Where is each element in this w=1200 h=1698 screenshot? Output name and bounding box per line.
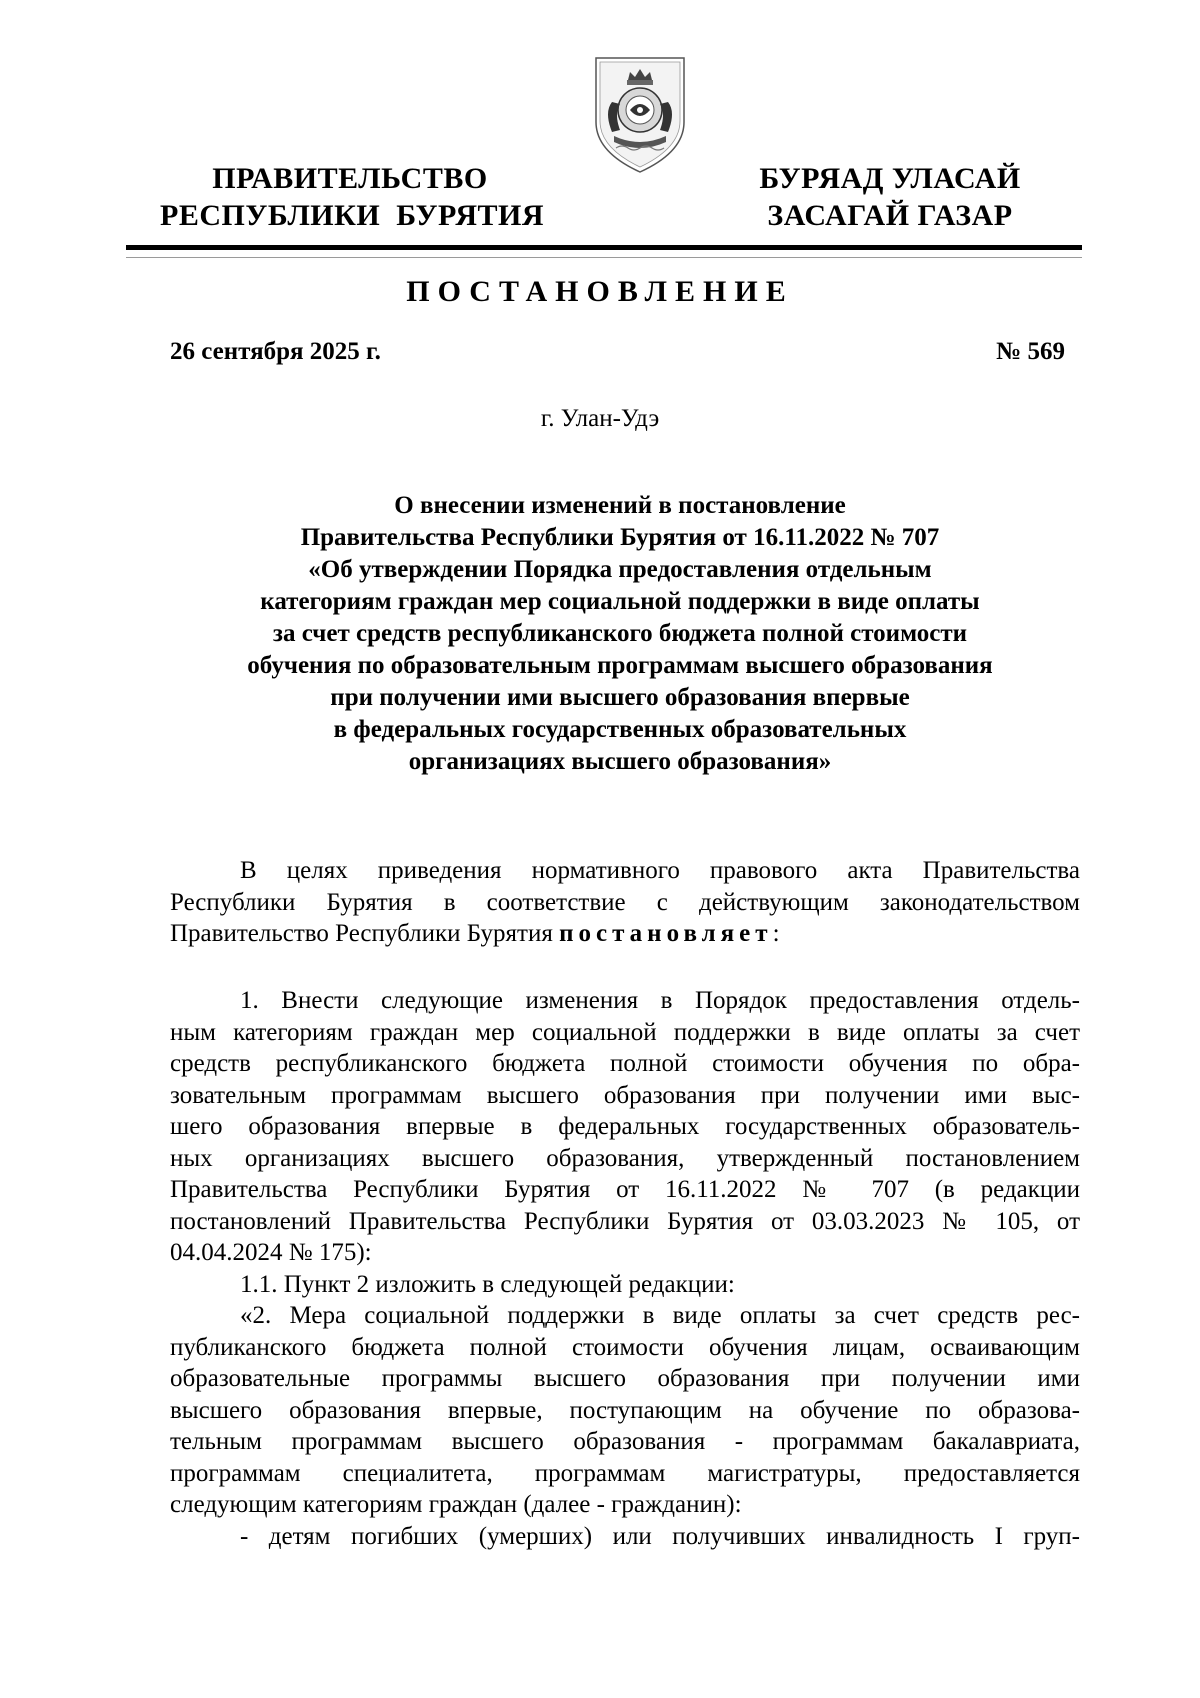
body-line: «2. Мера социальной поддержки в виде оплаты за счет средств рес- — [240, 1302, 1080, 1329]
body-line: образовательные программы высшего образования при получении ими — [170, 1365, 1080, 1392]
resolution-keyword: постановляет — [559, 920, 773, 947]
government-name-buryat-line2: ЗАСАГАЙ ГАЗАР — [767, 199, 1013, 232]
document-title — [170, 490, 1070, 778]
body-line-resolution — [170, 918, 1080, 950]
body-line: следующим категориям граждан (далее - гражданин): — [170, 1491, 742, 1518]
document-number: № 569 — [996, 338, 1065, 365]
government-name-buryat-line1: БУРЯАД УЛАСАЙ — [759, 162, 1021, 195]
body-line: 04.04.2024 № 175): — [170, 1239, 372, 1266]
resolution-suffix: : — [772, 920, 780, 947]
body-line: - детям погибших (умерших) или получивших инвалидность I груп- — [240, 1522, 1080, 1550]
title-line: категориям граждан мер социальной поддержки в виде оплаты — [260, 588, 980, 615]
government-name-russian-line1: ПРАВИТЕЛЬСТВО — [212, 162, 488, 195]
government-name-buryat — [740, 160, 1040, 234]
preamble-paragraph — [170, 855, 1080, 950]
body-line: ных организациях высшего образования, утвержденный постановлением — [170, 1144, 1080, 1172]
header-divider-thin — [126, 257, 1082, 258]
coat-of-arms-icon — [590, 52, 690, 177]
body-line: ным категориям граждан мер социальной поддержки в виде оплаты за счет — [170, 1018, 1080, 1046]
body-line: тельным программам высшего образования - программам бакалавриата, — [170, 1428, 1080, 1455]
title-line: при получении ими высшего образования впервые — [330, 684, 910, 711]
document-city: г. Улан-Удэ — [540, 405, 660, 432]
header-divider-thick — [126, 245, 1082, 250]
body-line: постановлений Правительства Республики Бурятия от 03.03.2023 № 105, от — [170, 1207, 1080, 1235]
title-line: обучения по образовательным программам высшего образования — [247, 652, 993, 679]
body-line: Республики Бурятия в соответствие с действующим законодательством — [170, 888, 1080, 916]
body-line: зовательным программам высшего образования при получении ими выс- — [170, 1081, 1080, 1109]
title-line: в федеральных государственных образовательных — [333, 716, 907, 743]
body-line: шего образования впервые в федеральных государственных образователь- — [170, 1113, 1080, 1140]
title-line: организациях высшего образования» — [408, 748, 832, 775]
document-date: 26 сентября 2025 г. — [170, 338, 381, 365]
government-name-russian-line2: РЕСПУБЛИКИ БУРЯТИЯ — [160, 199, 545, 232]
title-line: О внесении изменений в постановление — [394, 492, 846, 519]
body-line: 1.1. Пункт 2 изложить в следующей редакции: — [240, 1270, 735, 1298]
body-line: средств республиканского бюджета полной стоимости обучения по обра- — [170, 1050, 1080, 1077]
title-line: Правительства Республики Бурятия от 16.11.2022 № 707 — [300, 524, 940, 551]
title-line: за счет средств республиканского бюджета полной стоимости — [272, 620, 968, 647]
body-line: 1. Внести следующие изменения в Порядок предоставления отдель- — [240, 987, 1080, 1014]
main-text — [170, 985, 1080, 1552]
document-type: ПОСТАНОВЛЕНИЕ — [406, 275, 794, 308]
body-line: Правительства Республики Бурятия от 16.11.2022 № 707 (в редакции — [170, 1176, 1080, 1203]
resolution-prefix: Правительство Республики Бурятия — [170, 920, 560, 947]
title-line: «Об утверждении Порядка предоставления отдельным — [308, 556, 932, 583]
body-line: программам специалитета, программам магистратуры, предоставляется — [170, 1459, 1080, 1487]
body-line: публиканского бюджета полной стоимости обучения лицам, осваивающим — [170, 1333, 1080, 1361]
government-name-russian — [160, 160, 545, 234]
body-line: высшего образования впервые, поступающим на обучение по образова- — [170, 1396, 1080, 1424]
body-line: В целях приведения нормативного правового акта Правительства — [240, 857, 1080, 884]
